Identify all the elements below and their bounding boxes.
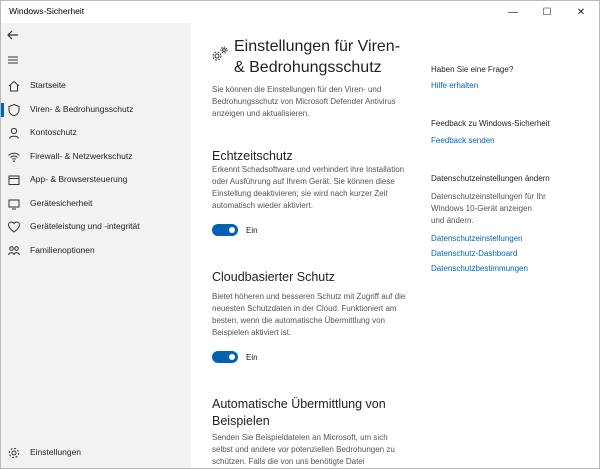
wifi-icon (7, 150, 21, 164)
help-sidebar (431, 23, 596, 469)
sidebar-item-label: Kontoschutz (30, 127, 77, 137)
gear-icon (7, 446, 21, 460)
sidebar-item-label: Geräteleistung und -integrität (30, 221, 140, 231)
section-text-echtzeitschutz: Erkennt Schadsoftware und verhindert ihre Installation oder Ausführung auf Ihrem Gerät. Sie können diese Einstellung deaktivieren; sie wird nach kurzer Zeit automatisch wieder aktiviert. (212, 165, 405, 210)
close-button[interactable] (564, 1, 598, 23)
sidebar-item-label: Familienoptionen (30, 245, 95, 255)
privacy-settings-link[interactable]: Datenschutzeinstellungen (431, 234, 523, 243)
sidebar-item-label: Einstellungen (30, 447, 82, 457)
toggle-knob (229, 354, 235, 360)
section-title-echtzeitschutz: Echtzeitschutz (212, 149, 293, 163)
back-button[interactable] (6, 28, 20, 42)
privacy-text: Datenschutzeinstellungen für Ihr Windows 10-Gerät anzeigen und ändern. (431, 192, 546, 225)
privacy-heading: Datenschutzeinstellungen ändern (431, 174, 550, 183)
feedback-link[interactable]: Feedback senden (431, 136, 495, 145)
maximize-icon: ☐ (542, 6, 552, 18)
sidebar-item-label: Gerätesicherheit (30, 198, 93, 208)
sidebar-item-label: Firewall- & Netzwerkschutz (30, 151, 133, 161)
close-icon: ✕ (576, 6, 586, 18)
sidebar-item-label: App- & Browsersteuerung (30, 174, 128, 184)
heart-icon (7, 220, 21, 234)
toggle-knob (229, 227, 235, 233)
shield-icon (7, 103, 21, 117)
home-icon (7, 79, 21, 93)
sidebar-item-viren-bedrohungsschutz[interactable] (1, 99, 191, 121)
window-title: Windows-Sicherheit (9, 6, 85, 16)
sidebar-item-app-browser[interactable] (1, 169, 191, 191)
section-title-auto-submission: Automatische Übermittlung von Beispielen (212, 397, 386, 428)
section-text-cloudschutz: Bietet höheren und besseren Schutz mit Zugriff auf die neuesten Schutzdaten in der Cloud. Funktioniert am besten, wenn die automatische Übermittlung von Beispielen aktiviert ist. (212, 292, 406, 337)
privacy-statement-link[interactable]: Datenschutzbestimmungen (431, 264, 528, 273)
title-bar (1, 1, 599, 23)
gears-icon (211, 45, 229, 63)
back-arrow-icon (6, 28, 20, 42)
hamburger-menu-button[interactable] (6, 53, 20, 67)
main-content (191, 23, 421, 469)
page-title-line-1: Einstellungen für Viren- (234, 38, 401, 55)
hamburger-icon (6, 53, 20, 67)
cloud-protection-toggle[interactable] (212, 351, 238, 363)
toggle-state-label: Ein (246, 225, 258, 235)
section-text-auto-submission: Senden Sie Beispieldateien an Microsoft, um sich selbst und andere vor potenziellen Bedrohungen zu schützen. Falls die von uns benötigte Datei (212, 433, 395, 466)
feedback-heading: Feedback zu Windows-Sicherheit (431, 119, 550, 128)
person-icon (7, 126, 21, 140)
family-icon (7, 244, 21, 258)
sidebar-item-einstellungen[interactable] (1, 442, 191, 464)
sidebar-item-firewall[interactable] (1, 146, 191, 168)
intro-text: Sie können die Einstellungen für den Viren- und Bedrohungsschutz von Microsoft Defender Antivirus anzeigen und aktualisieren. (212, 85, 396, 118)
maximize-button[interactable] (530, 1, 564, 23)
section-title-cloudschutz: Cloudbasierter Schutz (212, 270, 335, 284)
minimize-button[interactable] (496, 1, 530, 23)
sidebar-item-geraeteleistung[interactable] (1, 216, 191, 238)
app-window-icon (7, 173, 21, 187)
privacy-dashboard-link[interactable]: Datenschutz-Dashboard (431, 249, 518, 258)
sidebar-item-label: Startseite (30, 80, 66, 90)
sidebar-item-startseite[interactable] (1, 75, 191, 97)
toggle-row-echtzeitschutz (212, 223, 258, 237)
page-title-line-2: & Bedrohungsschutz (234, 59, 382, 76)
toggle-state-label: Ein (246, 352, 258, 362)
question-heading: Haben Sie eine Frage? (431, 65, 514, 74)
sidebar-item-geraetesicherheit[interactable] (1, 193, 191, 215)
sidebar-item-label: Viren- & Bedrohungsschutz (30, 104, 134, 114)
device-icon (7, 197, 21, 211)
minimize-icon: — (508, 6, 518, 18)
realtime-protection-toggle[interactable] (212, 224, 238, 236)
sidebar-item-kontoschutz[interactable] (1, 122, 191, 144)
help-link[interactable]: Hilfe erhalten (431, 81, 479, 90)
sidebar-item-familienoptionen[interactable] (1, 240, 191, 262)
toggle-row-cloudschutz (212, 350, 258, 364)
sidebar (1, 23, 191, 469)
page-title (234, 36, 414, 78)
